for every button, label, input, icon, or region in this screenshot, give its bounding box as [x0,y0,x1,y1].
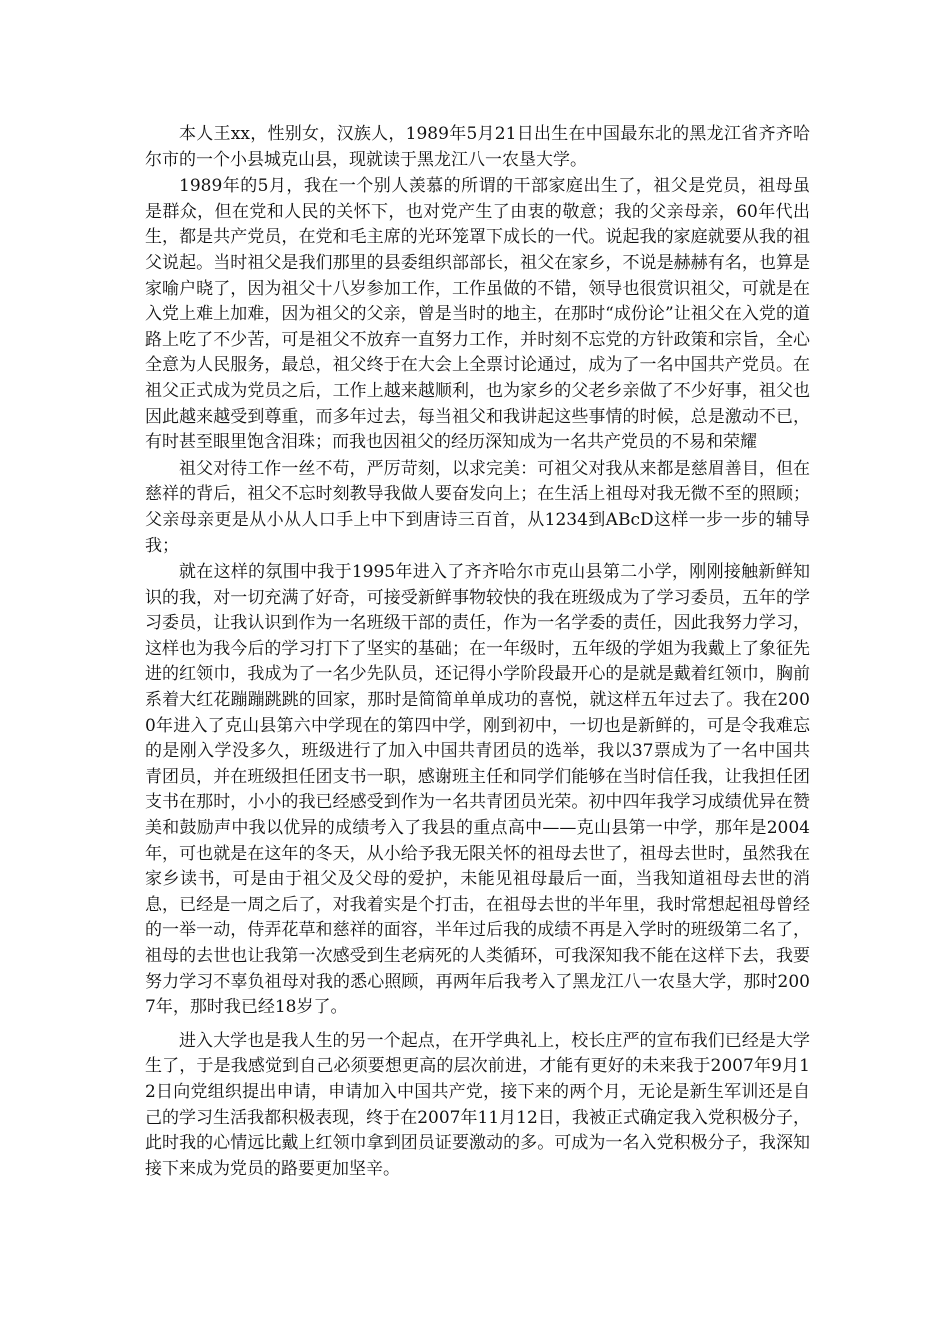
document-body [145,122,810,1182]
paragraph-intro: 本人王xx，性别女，汉族人，1989年5月21日出生在中国最东北的黑龙江省齐齐哈尔市的一个小县城克山县，现就读于黑龙江八一农垦大学。 [145,124,810,170]
paragraph-grandfather: 祖父对待工作一丝不苟，严厉苛刻，以求完美：可祖父对我从来都是慈眉善目，但在慈祥的背后，祖父不忘时刻教导我做人要奋发向上；在生活上祖母对我无微不至的照顾；父亲母亲更是从小从人口手上中下到唐诗三百首，从1234到ABcD这样一步一步的辅导我； [145,458,810,556]
paragraph-family-background: 1989年的5月，我在一个别人羡慕的所谓的干部家庭出生了，祖父是党员，祖母虽是群众，但在党和人民的关怀下，也对党产生了由衷的敬意；我的父亲母亲，60年代出生，都是共产党员，在党和毛主席的光环笼罩下成长的一代。说起我的家庭就要从我的祖父说起。当时祖父是我们那里的县委组织部部长，祖父在家乡，不说是赫赫有名，也算是家喻户晓了，因为祖父十八岁参加工作，工作虽做的不错，领导也很赏识祖父，可就是在入党上难上加难，因为祖父的父亲，曾是当时的地主，在那时“成份论”让祖父在入党的道路上吃了不少苦，可是祖父不放弃一直努力工作，并时刻不忘党的方针政策和宗旨，全心全意为人民服务，最总，祖父终于在大会上全票讨论通过，成为了一名中国共产党员。在祖父正式成为党员之后，工作上越来越顺利，也为家乡的父老乡亲做了不少好事，祖父也因此越来越受到尊重，而多年过去，每当祖父和我讲起这些事情的时候，总是激动不已，有时甚至眼里饱含泪珠；而我也因祖父的经历深知成为一名共产党员的不易和荣耀 [145,176,810,453]
paragraph-school-years: 就在这样的氛围中我于1995年进入了齐齐哈尔市克山县第二小学，刚刚接触新鲜知识的我，对一切充满了好奇，可接受新鲜事物较快的我在班级成为了学习委员，五年的学习委员，让我认识到作为一名班级干部的责任，作为一名学委的责任，因此我努力学习，这样也为我今后的学习打下了坚实的基础；在一年级时，五年级的学姐为我戴上了象征先进的红领巾，我成为了一名少先队员，还记得小学阶段最开心的是就是戴着红领巾，胸前系着大红花蹦蹦跳跳的回家，那时是简简单单成功的喜悦，就这样五年过去了。我在2000年进入了克山县第六中学现在的第四中学，刚到初中，一切也是新鲜的，可是令我难忘的是刚入学没多久，班级进行了加入中国共青团员的选举，我以37票成为了一名中国共青团员，并在班级担任团支书一职，感谢班主任和同学们能够在当时信任我，让我担任团支书在那时，小小的我已经感受到作为一名共青团员光荣。初中四年我学习成绩优异在赞美和鼓励声中我以优异的成绩考入了我县的重点高中——克山县第一中学，那年是2004年，可也就是在这年的冬天，从小给予我无限关怀的祖母去世了，祖母去世时，虽然我在家乡读书，可是由于祖父及父母的爱护，未能见祖母最后一面，当我知道祖母去世的消息，已经是一周之后了，对我着实是个打击，在祖母去世的半年里，我时常想起祖母曾经的一举一动，侍弄花草和慈祥的面容，半年过后我的成绩不再是入学时的班级第二名了，祖母的去世也让我第一次感受到生老病死的人类循环，可我深知我不能在这样下去，我要努力学习不辜负祖母对我的悉心照顾，再两年后我考入了黑龙江八一农垦大学，那时2007年，那时我已经18岁了。 [145,562,810,1018]
paragraph-university: 进入大学也是我人生的另一个起点，在开学典礼上，校长庄严的宣布我们已经是大学生了，于是我感觉到自己必须要想更高的层次前进，才能有更好的未来我于2007年9月12日向党组织提出申请，申请加入中国共产党，接下来的两个月，无论是新生军训还是自己的学习生活我都积极表现，终于在2007年11月12日，我被正式确定我入党积极分子，此时我的心情远比戴上红领巾拿到团员证要激动的多。可成为一名入党积极分子，我深知接下来成为党员的路要更加坚辛。 [145,1030,810,1179]
